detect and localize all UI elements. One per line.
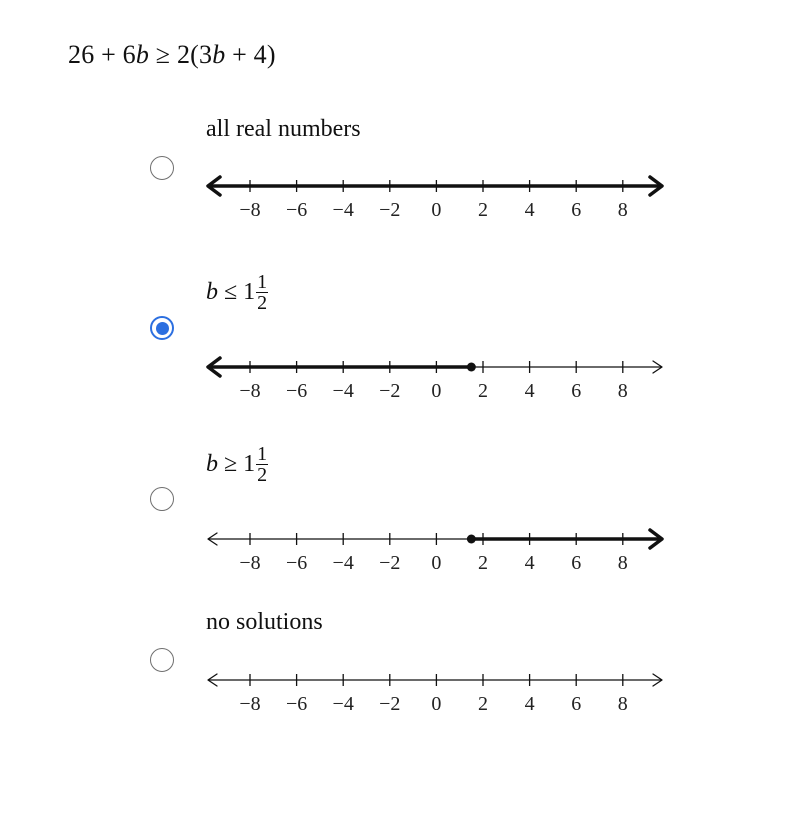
tick-label: 4 <box>524 693 535 715</box>
tick-label: −2 <box>379 552 401 574</box>
number-line-option-1 <box>200 172 670 222</box>
tick-label: −2 <box>379 199 401 221</box>
radio-button-option-1[interactable] <box>150 156 174 180</box>
tick-label: 0 <box>431 552 442 574</box>
option-label <box>206 272 268 313</box>
option-whole: 1 <box>243 451 256 477</box>
tick-label: 2 <box>478 199 488 221</box>
option-variable: b <box>206 279 218 305</box>
tick-label: 8 <box>617 693 628 715</box>
fraction-denominator: 2 <box>257 464 268 486</box>
tick-label: −2 <box>379 693 401 715</box>
tick-label: 6 <box>571 552 582 574</box>
option-relation: ≥ <box>224 451 238 477</box>
tick-label: −8 <box>239 380 261 402</box>
option-relation: ≤ <box>224 279 238 305</box>
question-variable-2: b <box>212 40 226 69</box>
tick-label: 2 <box>478 380 488 402</box>
fraction-numerator: 1 <box>257 271 268 293</box>
tick-label: 4 <box>524 199 535 221</box>
fraction-denominator: 2 <box>257 292 268 314</box>
tick-label: 6 <box>571 380 582 402</box>
tick-label: −4 <box>332 199 354 221</box>
tick-label: −6 <box>285 199 308 221</box>
tick-label: −4 <box>332 380 354 402</box>
option-label: all real numbers <box>206 116 361 142</box>
tick-label: −6 <box>285 380 308 402</box>
question-mid: ≥ 2(3 <box>149 40 213 69</box>
number-line-option-3 <box>200 525 670 575</box>
tick-label: −4 <box>332 552 354 574</box>
option-label: no solutions <box>206 609 323 635</box>
tick-label: −8 <box>239 199 261 221</box>
option-fraction <box>256 444 268 485</box>
option-whole: 1 <box>243 279 256 305</box>
question-variable-1: b <box>135 40 150 69</box>
closed-endpoint <box>467 363 476 372</box>
tick-label: 2 <box>478 693 488 715</box>
option-label <box>206 444 268 485</box>
tick-label: 8 <box>617 199 628 221</box>
tick-label: 0 <box>431 380 442 402</box>
tick-label: 8 <box>617 380 628 402</box>
option-variable: b <box>206 451 218 477</box>
tick-label: −6 <box>285 693 308 715</box>
tick-label: 4 <box>524 380 535 402</box>
number-line-option-4 <box>200 666 670 716</box>
tick-label: 0 <box>431 199 442 221</box>
tick-label: 6 <box>571 199 582 221</box>
tick-label: −6 <box>285 552 308 574</box>
number-line-option-2 <box>200 353 670 403</box>
tick-label: 2 <box>478 552 488 574</box>
tick-label: −2 <box>379 380 401 402</box>
tick-label: 6 <box>571 693 582 715</box>
tick-label: −4 <box>332 693 354 715</box>
question-equation <box>68 40 276 70</box>
question-lhs: 26 + 6 <box>68 40 136 69</box>
tick-label: 8 <box>617 552 628 574</box>
option-fraction <box>256 272 268 313</box>
radio-button-option-3[interactable] <box>150 487 174 511</box>
tick-label: 4 <box>524 552 535 574</box>
radio-button-option-2[interactable] <box>150 316 174 340</box>
tick-label: −8 <box>239 552 261 574</box>
tick-label: −8 <box>239 693 261 715</box>
radio-button-option-4[interactable] <box>150 648 174 672</box>
fraction-numerator: 1 <box>257 443 268 465</box>
closed-endpoint <box>467 535 476 544</box>
tick-label: 0 <box>431 693 442 715</box>
question-rhs: + 4) <box>225 40 276 69</box>
